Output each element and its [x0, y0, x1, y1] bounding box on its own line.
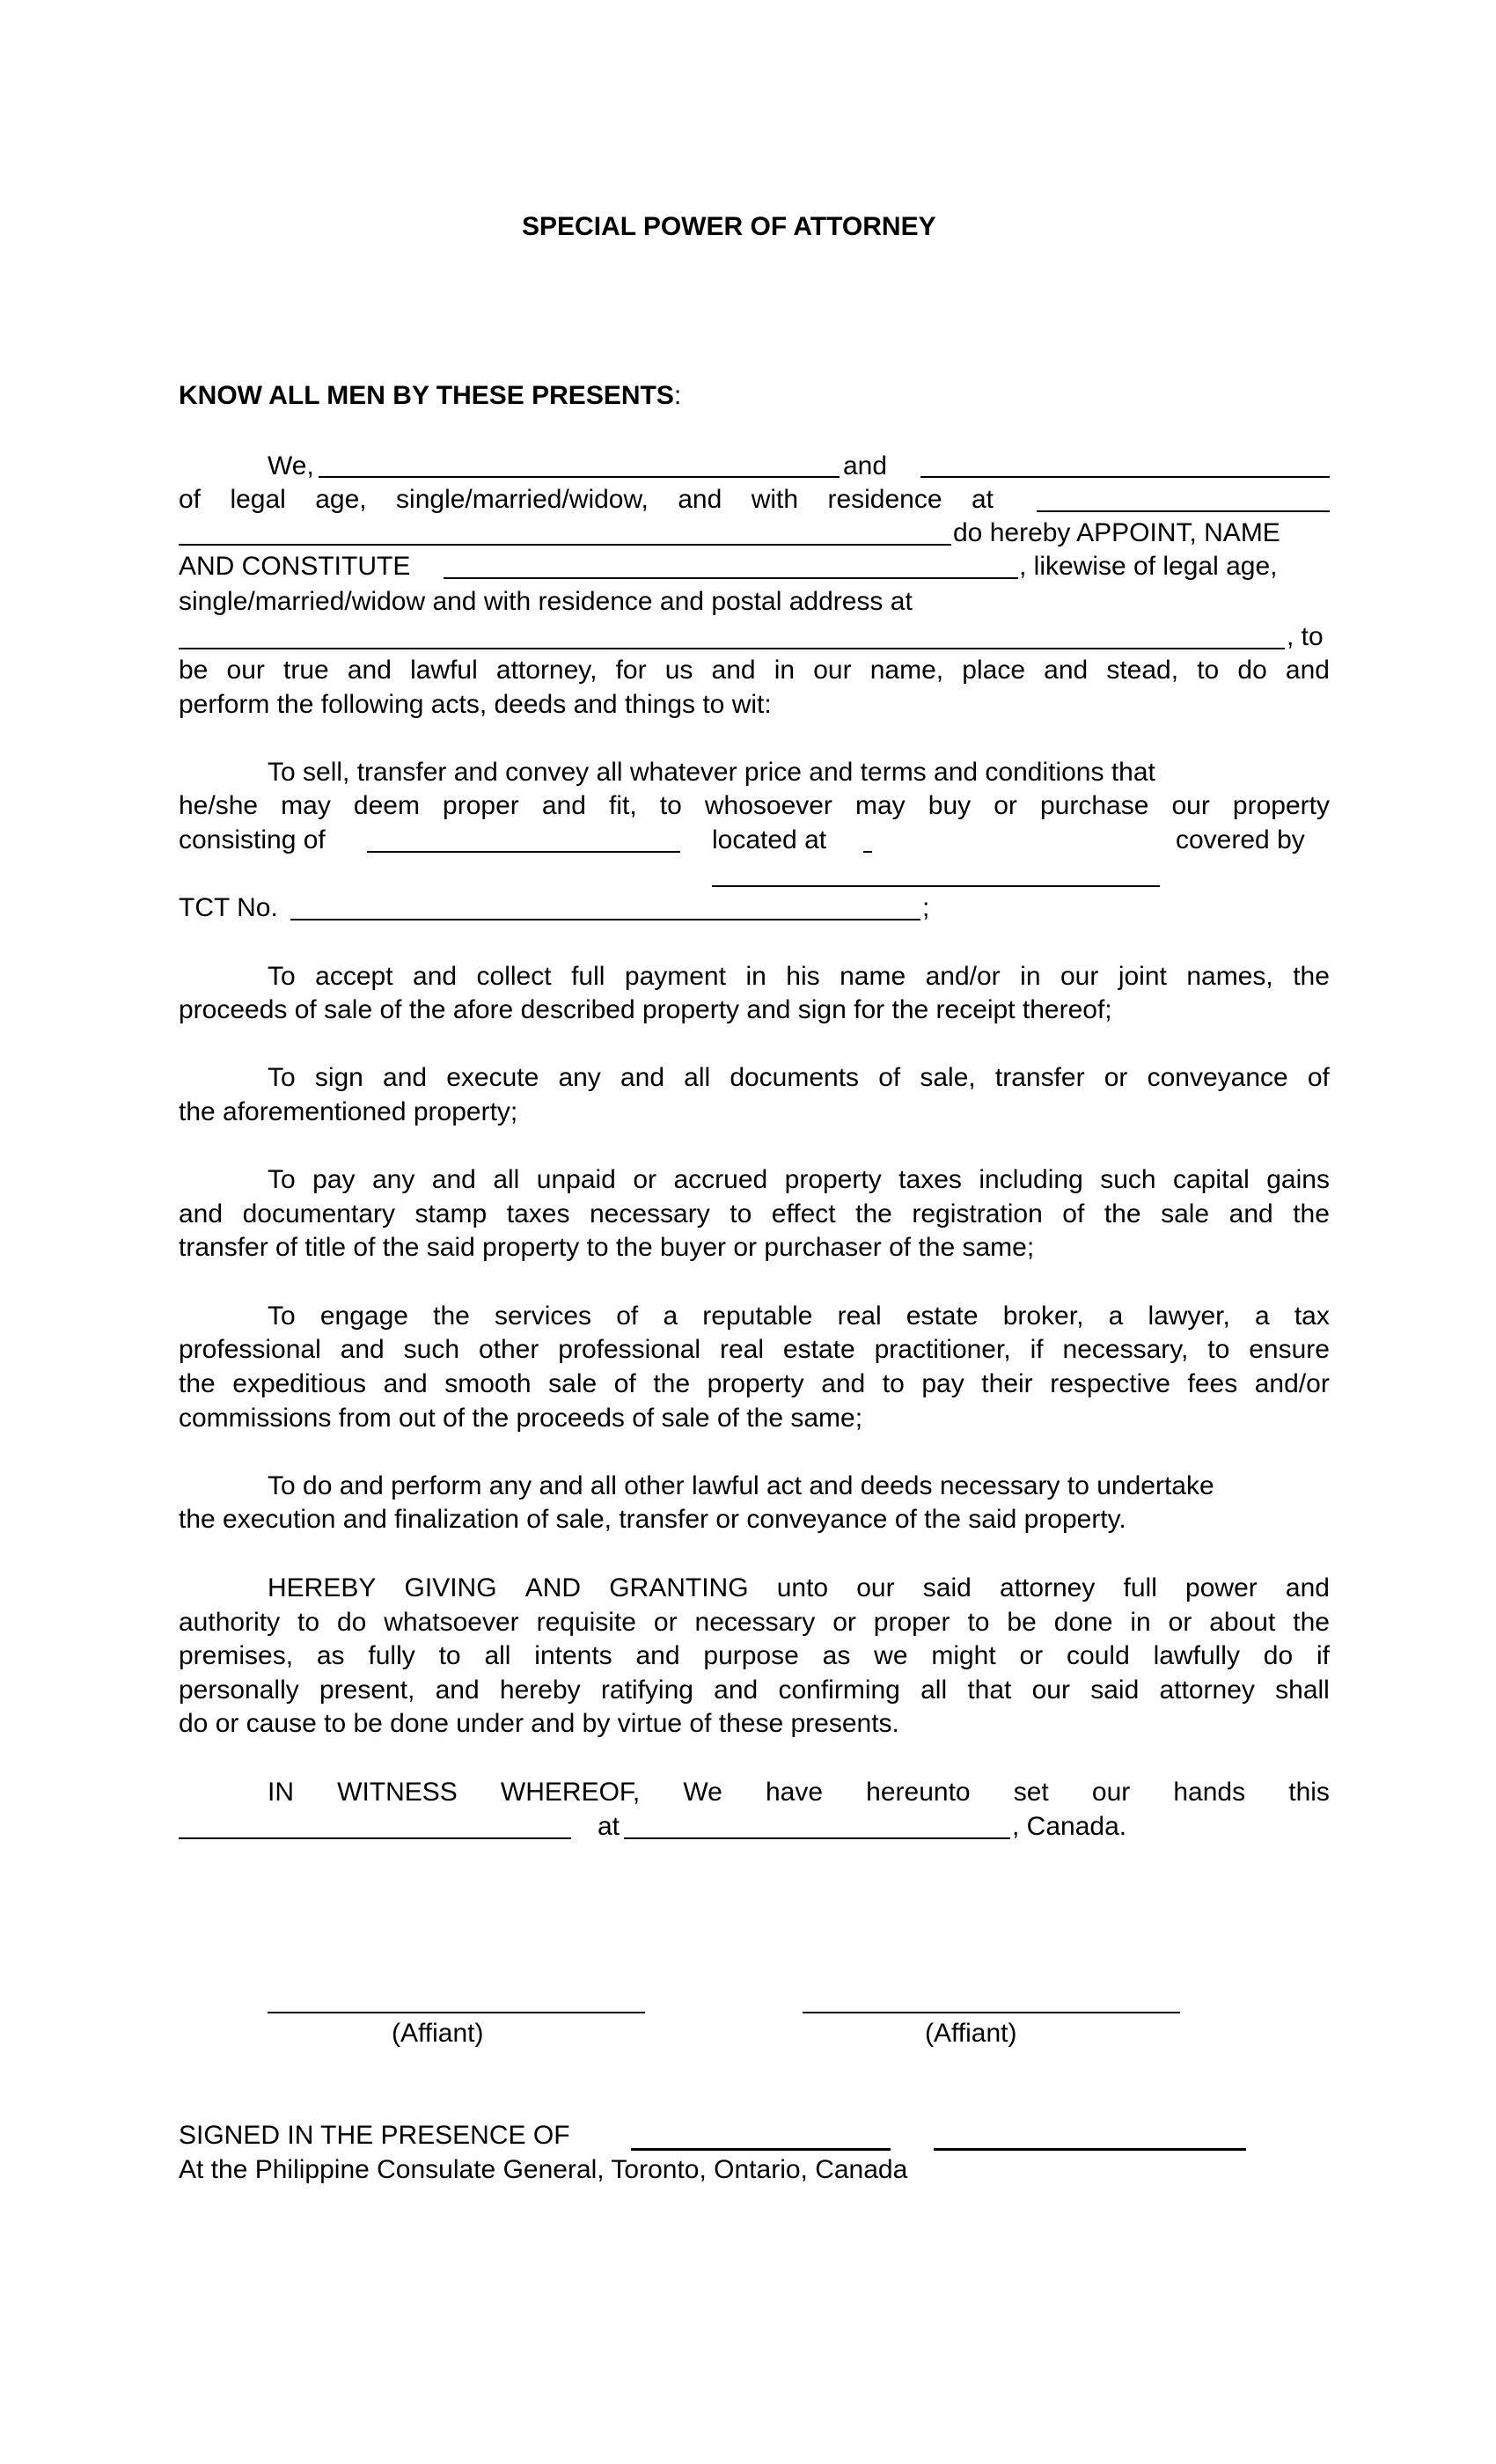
intro-heading-line	[179, 383, 681, 409]
word: and	[821, 1369, 866, 1398]
word: as	[822, 1641, 851, 1670]
word: our	[1171, 791, 1210, 820]
word: with	[751, 485, 799, 514]
pay-line-3: transfer of title of the said property to the buyer or purchaser of the same;	[179, 1233, 1035, 1262]
word: could	[1067, 1641, 1130, 1670]
word: of	[179, 485, 202, 514]
word: all	[684, 1063, 711, 1092]
witness-line-1	[268, 1779, 1330, 1806]
tct-semicolon: ;	[922, 893, 930, 922]
word: GIVING	[404, 1573, 497, 1602]
word: smooth	[444, 1369, 532, 1398]
word: we	[874, 1641, 908, 1670]
granting-line-1	[268, 1575, 1330, 1602]
word: necessary	[589, 1199, 710, 1228]
word: execute	[446, 1063, 539, 1092]
word: or	[1019, 1641, 1044, 1670]
word: such	[1100, 1165, 1156, 1194]
word: to	[1197, 656, 1220, 685]
sign-line-1	[268, 1065, 1330, 1091]
affiant-2-label: (Affiant)	[925, 2019, 1017, 2048]
word: or	[1104, 1063, 1128, 1092]
word: unpaid	[536, 1165, 616, 1194]
word: or	[653, 1608, 678, 1637]
word: in	[1130, 1608, 1151, 1637]
affiant-2-signature-line[interactable]	[803, 2012, 1180, 2013]
word: practitioner,	[874, 1335, 1011, 1364]
granting-line-2	[179, 1610, 1330, 1636]
engage-line-1	[268, 1303, 1330, 1330]
location-blank[interactable]	[712, 885, 1160, 887]
word: tax	[1294, 1302, 1330, 1331]
word: other	[478, 1335, 539, 1364]
word: age,	[315, 485, 367, 514]
word: attorney	[999, 1573, 1096, 1602]
word: our	[856, 1573, 895, 1602]
residence-postal-text: single/married/widow and with residence and postal address at	[179, 587, 913, 616]
canada-text: , Canada.	[1012, 1812, 1127, 1841]
residence-blank-a[interactable]	[1037, 510, 1330, 512]
word: taxes	[898, 1165, 962, 1194]
word: and	[413, 962, 458, 991]
word: intents	[534, 1641, 612, 1670]
word: We	[683, 1778, 722, 1807]
word: and	[620, 1063, 665, 1092]
word: our	[813, 656, 852, 685]
word: professional	[558, 1335, 701, 1364]
word: AND	[524, 1573, 582, 1602]
word: in	[1020, 962, 1041, 991]
perform-line-2: the execution and finalization of sale, transfer or conveyance of the said property.	[179, 1505, 1126, 1534]
word: all	[493, 1165, 520, 1194]
location-blank-start	[863, 851, 872, 853]
word: at	[971, 485, 994, 514]
parties-line-2	[179, 487, 994, 513]
intro-heading: KNOW ALL MEN BY THESE PRESENTS	[179, 381, 674, 410]
word: true	[283, 656, 329, 685]
word: and	[678, 485, 722, 514]
witness-2-signature-line[interactable]	[934, 2148, 1246, 2151]
granting-line-4	[179, 1677, 1330, 1704]
word: property	[707, 1369, 804, 1398]
word: WHEREOF,	[500, 1778, 641, 1807]
residence-blank-b[interactable]	[179, 544, 951, 546]
word: or	[633, 1165, 657, 1194]
word: or	[832, 1608, 856, 1637]
word: engage	[319, 1302, 408, 1331]
word: be	[1007, 1608, 1037, 1637]
and-label: and	[843, 451, 888, 480]
property-description-blank[interactable]	[367, 851, 680, 853]
word: ratifying	[600, 1676, 693, 1705]
affiant-1-signature-line[interactable]	[268, 2012, 645, 2013]
pay-line-1	[268, 1167, 1330, 1193]
word: property	[784, 1165, 882, 1194]
word: of	[616, 1302, 639, 1331]
document-title: SPECIAL POWER OF ATTORNEY	[522, 212, 936, 241]
word: a	[663, 1302, 678, 1331]
word: capital	[1173, 1165, 1250, 1194]
perform-line-1: To do and perform any and all other lawful act and deeds necessary to undertake	[268, 1471, 1214, 1500]
word: necessary	[694, 1608, 816, 1637]
word: proper	[873, 1608, 950, 1637]
word: legal	[230, 485, 286, 514]
word: any	[558, 1063, 601, 1092]
word: pay	[312, 1165, 356, 1194]
appoint-text: do hereby APPOINT, NAME	[953, 518, 1280, 547]
word: and	[435, 1676, 480, 1705]
word: power	[1185, 1573, 1258, 1602]
word: all	[484, 1641, 511, 1670]
word: about	[1209, 1608, 1276, 1637]
word: name,	[869, 656, 944, 685]
word: confirming	[778, 1676, 900, 1705]
word: necessary,	[1062, 1335, 1189, 1364]
word: us	[664, 656, 693, 685]
word: and/or	[1254, 1369, 1330, 1398]
word: IN	[268, 1778, 294, 1807]
word: stamp	[414, 1199, 488, 1228]
word: might	[931, 1641, 996, 1670]
word: reputable	[702, 1302, 813, 1331]
word: sale	[548, 1369, 598, 1398]
word: the	[1293, 962, 1330, 991]
word: place	[962, 656, 1025, 685]
word: authority	[179, 1608, 281, 1637]
word: said	[1090, 1676, 1140, 1705]
word: in	[774, 656, 796, 685]
word: whosoever	[704, 791, 832, 820]
word: hands	[1173, 1778, 1246, 1807]
word: and	[711, 656, 756, 685]
word: such	[403, 1335, 460, 1364]
pay-line-2	[179, 1201, 1330, 1228]
accept-line-2: proceeds of sale of the afore described property and sign for the receipt thereof;	[179, 995, 1112, 1024]
word: and	[347, 656, 392, 685]
word: and	[383, 1063, 428, 1092]
word: accept	[315, 962, 393, 991]
word: to	[967, 1608, 990, 1637]
word: premises,	[179, 1641, 294, 1670]
word: the	[179, 1369, 216, 1398]
word: and	[179, 1199, 224, 1228]
word: services	[495, 1302, 592, 1331]
word: to	[438, 1641, 461, 1670]
word: and	[1285, 1573, 1330, 1602]
tct-number-blank[interactable]	[290, 919, 920, 920]
word: may	[281, 791, 331, 820]
word: joint	[1118, 962, 1167, 991]
word: do	[336, 1608, 367, 1637]
word: sign	[314, 1063, 363, 1092]
word: the	[1293, 1199, 1330, 1228]
sell-line-1: To sell, transfer and convey all whatever price and terms and conditions that	[268, 758, 1155, 787]
word: unto	[776, 1573, 829, 1602]
word: our	[1031, 1676, 1070, 1705]
word: personally	[179, 1676, 299, 1705]
word: fit,	[608, 791, 637, 820]
word: the	[1293, 1608, 1330, 1637]
word: gains	[1266, 1165, 1330, 1194]
word: do	[1237, 656, 1267, 685]
word: set	[1013, 1778, 1049, 1807]
sell-line-2	[179, 793, 1330, 819]
word: done	[1053, 1608, 1113, 1637]
word: our	[226, 656, 265, 685]
word: to	[730, 1199, 752, 1228]
word: hereunto	[866, 1778, 971, 1807]
word: their	[981, 1369, 1033, 1398]
affiant-1-label: (Affiant)	[392, 2019, 484, 2048]
witness-at-label: at	[598, 1812, 620, 1841]
word: property	[1232, 791, 1330, 820]
word: the	[653, 1369, 691, 1398]
word: and	[1228, 1199, 1273, 1228]
word: purpose	[703, 1641, 799, 1670]
word: proper	[443, 791, 519, 820]
signed-presence-label: SIGNED IN THE PRESENCE OF	[179, 2121, 570, 2150]
sign-line-2: the aforementioned property;	[179, 1097, 518, 1126]
word: whatsoever	[384, 1608, 519, 1637]
word: our	[1060, 962, 1099, 991]
word: of	[1307, 1063, 1330, 1092]
witness-1-signature-line[interactable]	[631, 2148, 891, 2151]
word: real	[719, 1335, 764, 1364]
word: accrued	[673, 1165, 768, 1194]
word: a	[1108, 1302, 1124, 1331]
party-2-name-blank[interactable]	[920, 476, 1330, 478]
word: requisite	[536, 1608, 636, 1637]
word: conveyance	[1147, 1063, 1288, 1092]
word: WITNESS	[337, 1778, 458, 1807]
word: to	[1207, 1335, 1230, 1364]
word: or	[994, 791, 1017, 820]
we-label: We,	[268, 451, 314, 480]
word: fully	[368, 1641, 415, 1670]
accept-line-1	[268, 964, 1330, 990]
word: of	[613, 1369, 636, 1398]
word: lawyer,	[1148, 1302, 1230, 1331]
word: he/she	[179, 791, 259, 820]
to-text: , to	[1287, 622, 1324, 651]
word: professional	[179, 1335, 321, 1364]
word: any	[371, 1165, 415, 1194]
word: name	[840, 962, 906, 991]
attorney-address-blank[interactable]	[179, 648, 1285, 649]
word: registration	[912, 1199, 1043, 1228]
word: or	[1168, 1608, 1192, 1637]
engage-line-2	[179, 1337, 1330, 1363]
word: shall	[1275, 1676, 1330, 1705]
word: names,	[1186, 962, 1273, 991]
word: expeditious	[232, 1369, 367, 1398]
word: and	[340, 1335, 385, 1364]
word: pay	[921, 1369, 964, 1398]
word: and	[1044, 656, 1089, 685]
engage-line-4: commissions from out of the proceeds of sale of the same;	[179, 1404, 863, 1433]
word: and	[714, 1676, 759, 1705]
party-1-name-blank[interactable]	[319, 476, 840, 478]
word: do	[1263, 1641, 1294, 1670]
word: have	[765, 1778, 824, 1807]
word: that	[967, 1676, 1012, 1705]
located-label: located at	[712, 825, 827, 854]
word: our	[1091, 1778, 1131, 1807]
word: of	[1062, 1199, 1085, 1228]
word: to	[659, 791, 682, 820]
likewise-text: , likewise of legal age,	[1019, 552, 1278, 581]
word: hereby	[499, 1676, 581, 1705]
word: and/or	[925, 962, 1001, 991]
attorney-name-blank[interactable]	[444, 577, 1018, 579]
word: GRANTING	[609, 1573, 749, 1602]
word: said	[922, 1573, 972, 1602]
word: real	[837, 1302, 882, 1331]
covered-label: covered by	[1176, 825, 1305, 854]
word: lawfully	[1153, 1641, 1240, 1670]
word: sale,	[920, 1063, 976, 1092]
word: payment	[624, 962, 726, 991]
word: if	[1316, 1641, 1330, 1670]
word: respective	[1050, 1369, 1170, 1398]
word: if	[1030, 1335, 1044, 1364]
word: taxes	[506, 1199, 570, 1228]
word: ensure	[1249, 1335, 1330, 1364]
word: deem	[353, 791, 420, 820]
granting-line-5: do or cause to be done under and by virtue of these presents.	[179, 1709, 899, 1738]
word: To	[268, 962, 296, 991]
word: purchase	[1039, 791, 1149, 820]
parties-line-8: perform the following acts, deeds and things to wit:	[179, 690, 772, 719]
word: and	[383, 1369, 428, 1398]
word: To	[268, 1063, 296, 1092]
word: his	[786, 962, 820, 991]
word: as	[316, 1641, 345, 1670]
word: estate	[782, 1335, 855, 1364]
word: a	[1254, 1302, 1270, 1331]
word: documents	[730, 1063, 860, 1092]
word: residence	[827, 485, 942, 514]
word: fees	[1187, 1369, 1238, 1398]
word: the	[855, 1199, 892, 1228]
granting-line-3	[179, 1643, 1330, 1669]
word: broker,	[1002, 1302, 1084, 1331]
word: to	[297, 1608, 320, 1637]
word: documentary	[242, 1199, 396, 1228]
constitute-label: AND CONSTITUTE	[179, 552, 411, 581]
word: the	[433, 1302, 470, 1331]
word: this	[1288, 1778, 1330, 1807]
word: lawful	[410, 656, 478, 685]
word: to	[882, 1369, 905, 1398]
tct-label: TCT No.	[179, 893, 278, 922]
word: and	[1285, 656, 1330, 685]
word: attorney	[1159, 1676, 1255, 1705]
word: in	[745, 962, 766, 991]
consulate-line: At the Philippine Consulate General, Toronto, Ontario, Canada	[179, 2155, 908, 2184]
intro-colon: :	[673, 381, 682, 410]
word: estate	[906, 1302, 979, 1331]
place-blank[interactable]	[624, 1837, 1010, 1839]
word: be	[179, 656, 209, 685]
engage-line-3	[179, 1371, 1330, 1397]
date-blank[interactable]	[179, 1837, 571, 1839]
word: effect	[771, 1199, 836, 1228]
word: for	[615, 656, 647, 685]
word: all	[920, 1676, 948, 1705]
word: the	[1104, 1199, 1141, 1228]
word: collect	[476, 962, 552, 991]
parties-line-7	[179, 657, 1330, 684]
word: single/married/widow,	[396, 485, 649, 514]
word: transfer	[994, 1063, 1085, 1092]
word: buy	[928, 791, 972, 820]
consisting-label: consisting of	[179, 825, 326, 854]
word: To	[268, 1302, 296, 1331]
word: stead,	[1106, 656, 1179, 685]
word: of	[878, 1063, 901, 1092]
word: including	[979, 1165, 1083, 1194]
word: attorney,	[495, 656, 598, 685]
word: sale	[1161, 1199, 1210, 1228]
word: present,	[319, 1676, 415, 1705]
word: and	[635, 1641, 680, 1670]
word: HEREBY	[268, 1573, 377, 1602]
word: may	[855, 791, 906, 820]
word: full	[1123, 1573, 1157, 1602]
word: and	[431, 1165, 476, 1194]
word: and	[541, 791, 586, 820]
word: full	[571, 962, 605, 991]
word: To	[268, 1165, 296, 1194]
